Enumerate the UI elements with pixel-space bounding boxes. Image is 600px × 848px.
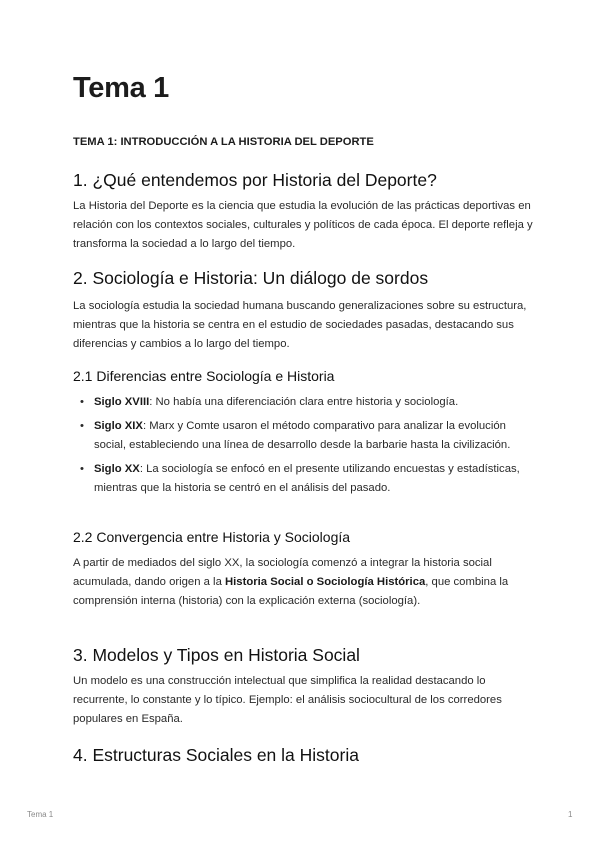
- heading-section-2-1: 2.1 Diferencias entre Sociología e Historia: [73, 368, 335, 384]
- heading-section-4: 4. Estructuras Sociales en la Historia: [73, 745, 359, 765]
- heading-section-2-2: 2.2 Convergencia entre Historia y Sociología: [73, 529, 351, 545]
- differences-list: [73, 393, 535, 503]
- list-item: [73, 460, 535, 498]
- heading-section-2: 2. Sociología e Historia: Un diálogo de sordos: [73, 268, 429, 288]
- heading-section-1: 1. ¿Qué entendemos por Historia del Deporte?: [73, 170, 437, 190]
- bullet-icon: •: [80, 420, 84, 432]
- highlighted-term: Historia Social o Sociología Histórica: [225, 576, 426, 588]
- paragraph-section-3: Un modelo es una construcción intelectual que simplifica la realidad destacando lo recurrente, lo constante y lo típico. Ejemplo: el análisis sociocultural de los corredores populares en España.: [73, 675, 502, 725]
- paragraph-text: A partir de mediados del siglo XX, la sociología comenzó a integrar la historia social acumulada, dando origen a la: [73, 557, 492, 588]
- paragraph-section-1: La Historia del Deporte es la ciencia que estudia la evolución de las prácticas deportivas en relación con los contextos sociales, culturales y políticos de cada época. El deporte refleja y transforma la sociedad a lo largo del tiempo.: [73, 200, 533, 250]
- list-item-term: Siglo XVIII: [94, 396, 150, 408]
- list-item-term: Siglo XIX: [94, 420, 143, 432]
- list-item: [73, 417, 535, 455]
- footer-title: Tema 1: [27, 810, 54, 819]
- list-item-term: Siglo XX: [94, 463, 140, 475]
- list-item-text: : Marx y Comte usaron el método comparativo para analizar la evolución social, estableciendo una línea de desarrollo desde la barbarie hasta la civilización.: [94, 420, 511, 451]
- bullet-icon: •: [80, 396, 84, 408]
- heading-section-3: 3. Modelos y Tipos en Historia Social: [73, 645, 360, 665]
- page-title: Tema 1: [73, 72, 169, 104]
- list-item-text: : No había una diferenciación clara entre historia y sociología.: [149, 396, 459, 408]
- bullet-icon: •: [80, 463, 84, 475]
- paragraph-text: , que combina la comprensión interna (historia) con la explicación externa (sociología).: [73, 576, 509, 607]
- list-item-text: : La sociología se enfocó en el presente utilizando encuestas y estadísticas, mientras que la historia se centró en el análisis del pasado.: [94, 463, 520, 494]
- document-subtitle: TEMA 1: INTRODUCCIÓN A LA HISTORIA DEL DEPORTE: [73, 136, 374, 148]
- paragraph-section-2-2: [73, 554, 535, 611]
- paragraph-section-2: La sociología estudia la sociedad humana buscando generalizaciones sobre su estructura, mientras que la historia se centra en el estudio de sociedades pasadas, destacando sus diferencias y cambios a lo largo del tiempo.: [73, 300, 527, 350]
- page-number: 1: [568, 810, 573, 819]
- list-item: [73, 393, 535, 412]
